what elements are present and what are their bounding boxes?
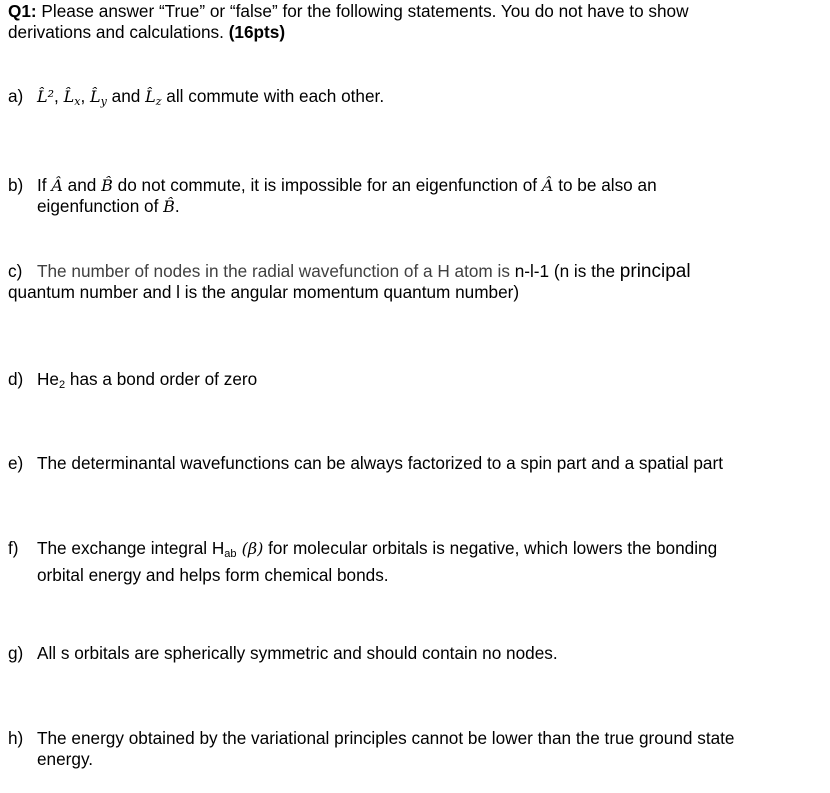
statement-line-1 xyxy=(8,538,808,565)
statement-text: quantum number and l is the angular momentum quantum number) xyxy=(8,282,520,302)
statement-letter: e) xyxy=(8,453,24,473)
question-header xyxy=(8,1,808,43)
statement-a xyxy=(8,86,808,112)
statement-line-2 xyxy=(8,282,808,303)
statement-letter: a) xyxy=(8,86,24,106)
statement-text: If xyxy=(37,175,52,195)
statement-text: has a bond order of zero xyxy=(65,369,258,389)
statement-letter: g) xyxy=(8,643,24,663)
statement-h xyxy=(8,728,808,770)
statement-letter: d) xyxy=(8,369,24,389)
statement-text: The exchange integral H xyxy=(37,538,225,558)
operator-Lx xyxy=(64,87,81,106)
statement-c xyxy=(8,261,808,303)
statement-line-1 xyxy=(8,175,808,196)
statement-f xyxy=(8,538,808,586)
operator-B: B̂ xyxy=(101,176,113,195)
statement-line-2 xyxy=(8,565,808,586)
statement-letter: c) xyxy=(8,261,23,281)
operator-symbol: L̂ xyxy=(90,87,101,106)
beta-symbol: (β) xyxy=(236,539,264,558)
statement-e xyxy=(8,453,808,474)
operator-A: Â xyxy=(541,176,554,195)
operator-subscript: z xyxy=(155,95,162,108)
statement-text: He xyxy=(37,369,59,389)
statement-text: . xyxy=(174,196,180,216)
statement-text: energy. xyxy=(37,749,94,769)
statement-text: The determinantal wavefunctions can be always factorized to a spin part and a spatial part xyxy=(37,453,723,473)
statement-text: All s orbitals are spherically symmetric and should contain no nodes. xyxy=(37,643,558,663)
operator-A: Â xyxy=(51,176,63,195)
statement-text: The energy obtained by the variational principles cannot be lower than the true ground state xyxy=(37,728,735,748)
operator-Ly xyxy=(90,87,107,106)
operator-L-squared: L̂² xyxy=(37,87,55,106)
separator: , xyxy=(54,86,64,106)
operator-subscript: x xyxy=(74,95,81,108)
statement-letter: h) xyxy=(8,728,24,748)
operator-Lz xyxy=(145,87,161,106)
statement-b xyxy=(8,175,808,217)
statement-g xyxy=(8,643,808,664)
statement-line-2 xyxy=(8,749,808,770)
statement-text: The number of nodes in the radial wavefunction of a H atom is xyxy=(37,261,515,281)
statement-text: do not commute, it is impossible for an eigenfunction of xyxy=(112,175,542,195)
question-prompt: Please answer “True” or “false” for the following statements. You do not have to show xyxy=(36,1,689,21)
operator-symbol: L̂ xyxy=(145,87,156,106)
question-line-2 xyxy=(8,22,808,43)
operator-subscript: y xyxy=(100,95,107,108)
statement-line-2 xyxy=(8,196,808,217)
conjunction: and xyxy=(106,86,146,106)
statement-line-1 xyxy=(8,728,808,749)
question-points: (16pts) xyxy=(228,22,286,42)
node-formula: n-l-1 xyxy=(514,261,550,281)
statement-text: for molecular orbitals is negative, which lowers the bonding xyxy=(263,538,718,558)
statement-text: all commute with each other. xyxy=(161,86,385,106)
statement-text: orbital energy and helps form chemical bonds. xyxy=(37,565,389,585)
separator: , xyxy=(80,86,91,106)
statement-text: principal xyxy=(619,261,691,282)
operator-symbol: L̂ xyxy=(63,87,75,106)
question-prompt-line-2: derivations and calculations. xyxy=(8,22,229,42)
operator-B: B̂ xyxy=(163,197,175,216)
statement-text: and xyxy=(62,175,102,195)
question-line-1 xyxy=(8,1,808,22)
statement-text: (n is the xyxy=(549,261,620,281)
subscript: ab xyxy=(224,548,237,560)
subscript: 2 xyxy=(58,379,66,391)
statement-line-1 xyxy=(8,261,808,282)
statement-d xyxy=(8,369,808,396)
statement-letter: f) xyxy=(8,538,19,558)
statement-text: to be also an xyxy=(553,175,657,195)
question-number: Q1: xyxy=(8,1,37,21)
statement-text: eigenfunction of xyxy=(37,196,164,216)
statement-letter: b) xyxy=(8,175,24,195)
